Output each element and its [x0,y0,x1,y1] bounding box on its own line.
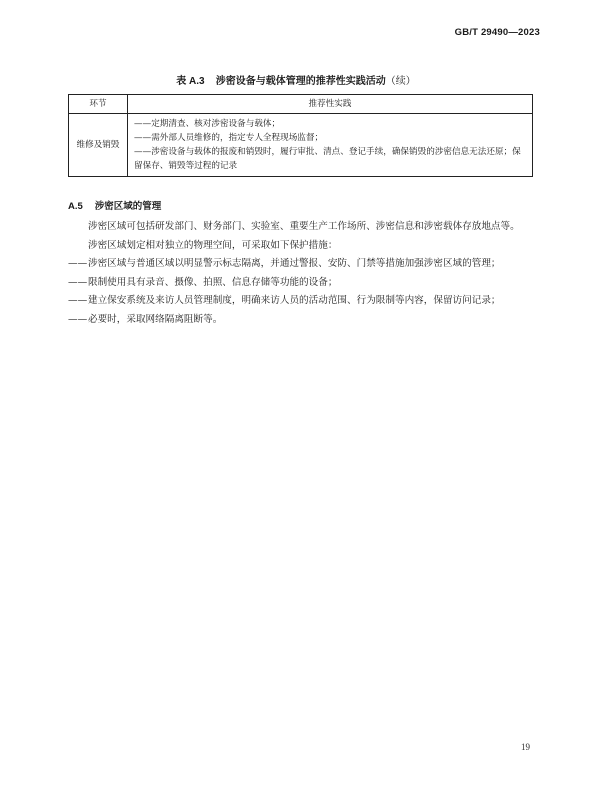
table-caption [0,72,592,87]
list-item [68,255,534,274]
table-cell-stage: 维修及销毁 [69,114,128,177]
list-item-text: 限制使用具有录音、摄像、拍照、信息存储等功能的设备； [88,276,338,288]
standard-number: GB/T 29490—2023 [454,27,540,38]
section-number: A.5 [68,201,83,212]
list-item-text: 必要时，采取网络隔离阻断等。 [88,313,223,325]
section-body [68,218,534,329]
bullet-dash: —— [68,276,88,288]
practice-item: ——涉密设备与载体的报废和销毁时，履行审批、清点、登记手续，确保销毁的涉密信息无法还原；保留保存、销毁等过程的记录 [134,147,521,171]
paragraph: 涉密区域可包括研发部门、财务部门、实验室、重要生产工作场所、涉密信息和涉密载体存放地点等。 [88,221,520,232]
table-caption-title: 涉密设备与载体管理的推荐性实践活动 [215,76,386,87]
bullet-dash: —— [68,258,88,269]
list-item [68,292,534,311]
table-caption-suffix: （续） [385,76,416,87]
list-item [68,311,534,330]
table-row [69,114,533,177]
section-title: 涉密区域的管理 [94,201,162,212]
bullet-dash: —— [68,295,88,306]
practice-item: ——定期清查、核对涉密设备与载体； [134,119,281,129]
bullet-dash: —— [68,313,88,325]
table-cell-practices [128,114,533,177]
column-header-practice: 推荐性实践 [128,95,533,114]
table-caption-label: 表 A.3 [176,76,205,87]
page-number: 19 [521,742,530,752]
list-item-text: 建立保安系统及来访人员管理制度，明确来访人员的活动范围、行为限制等内容，保留访问记录； [88,295,501,306]
section-heading [68,198,161,212]
practice-table [68,94,533,177]
column-header-stage: 环节 [69,95,128,114]
list-item [68,274,534,293]
table-header-row [69,95,533,114]
practice-item: ——需外部人员维修的，指定专人全程现场监督； [134,133,324,143]
paragraph: 涉密区域划定相对独立的物理空间，可采取如下保护措施： [88,239,338,251]
list-item-text: 涉密区域与普通区域以明显警示标志隔离，并通过警报、安防、门禁等措施加强涉密区域的管理； [88,258,501,269]
